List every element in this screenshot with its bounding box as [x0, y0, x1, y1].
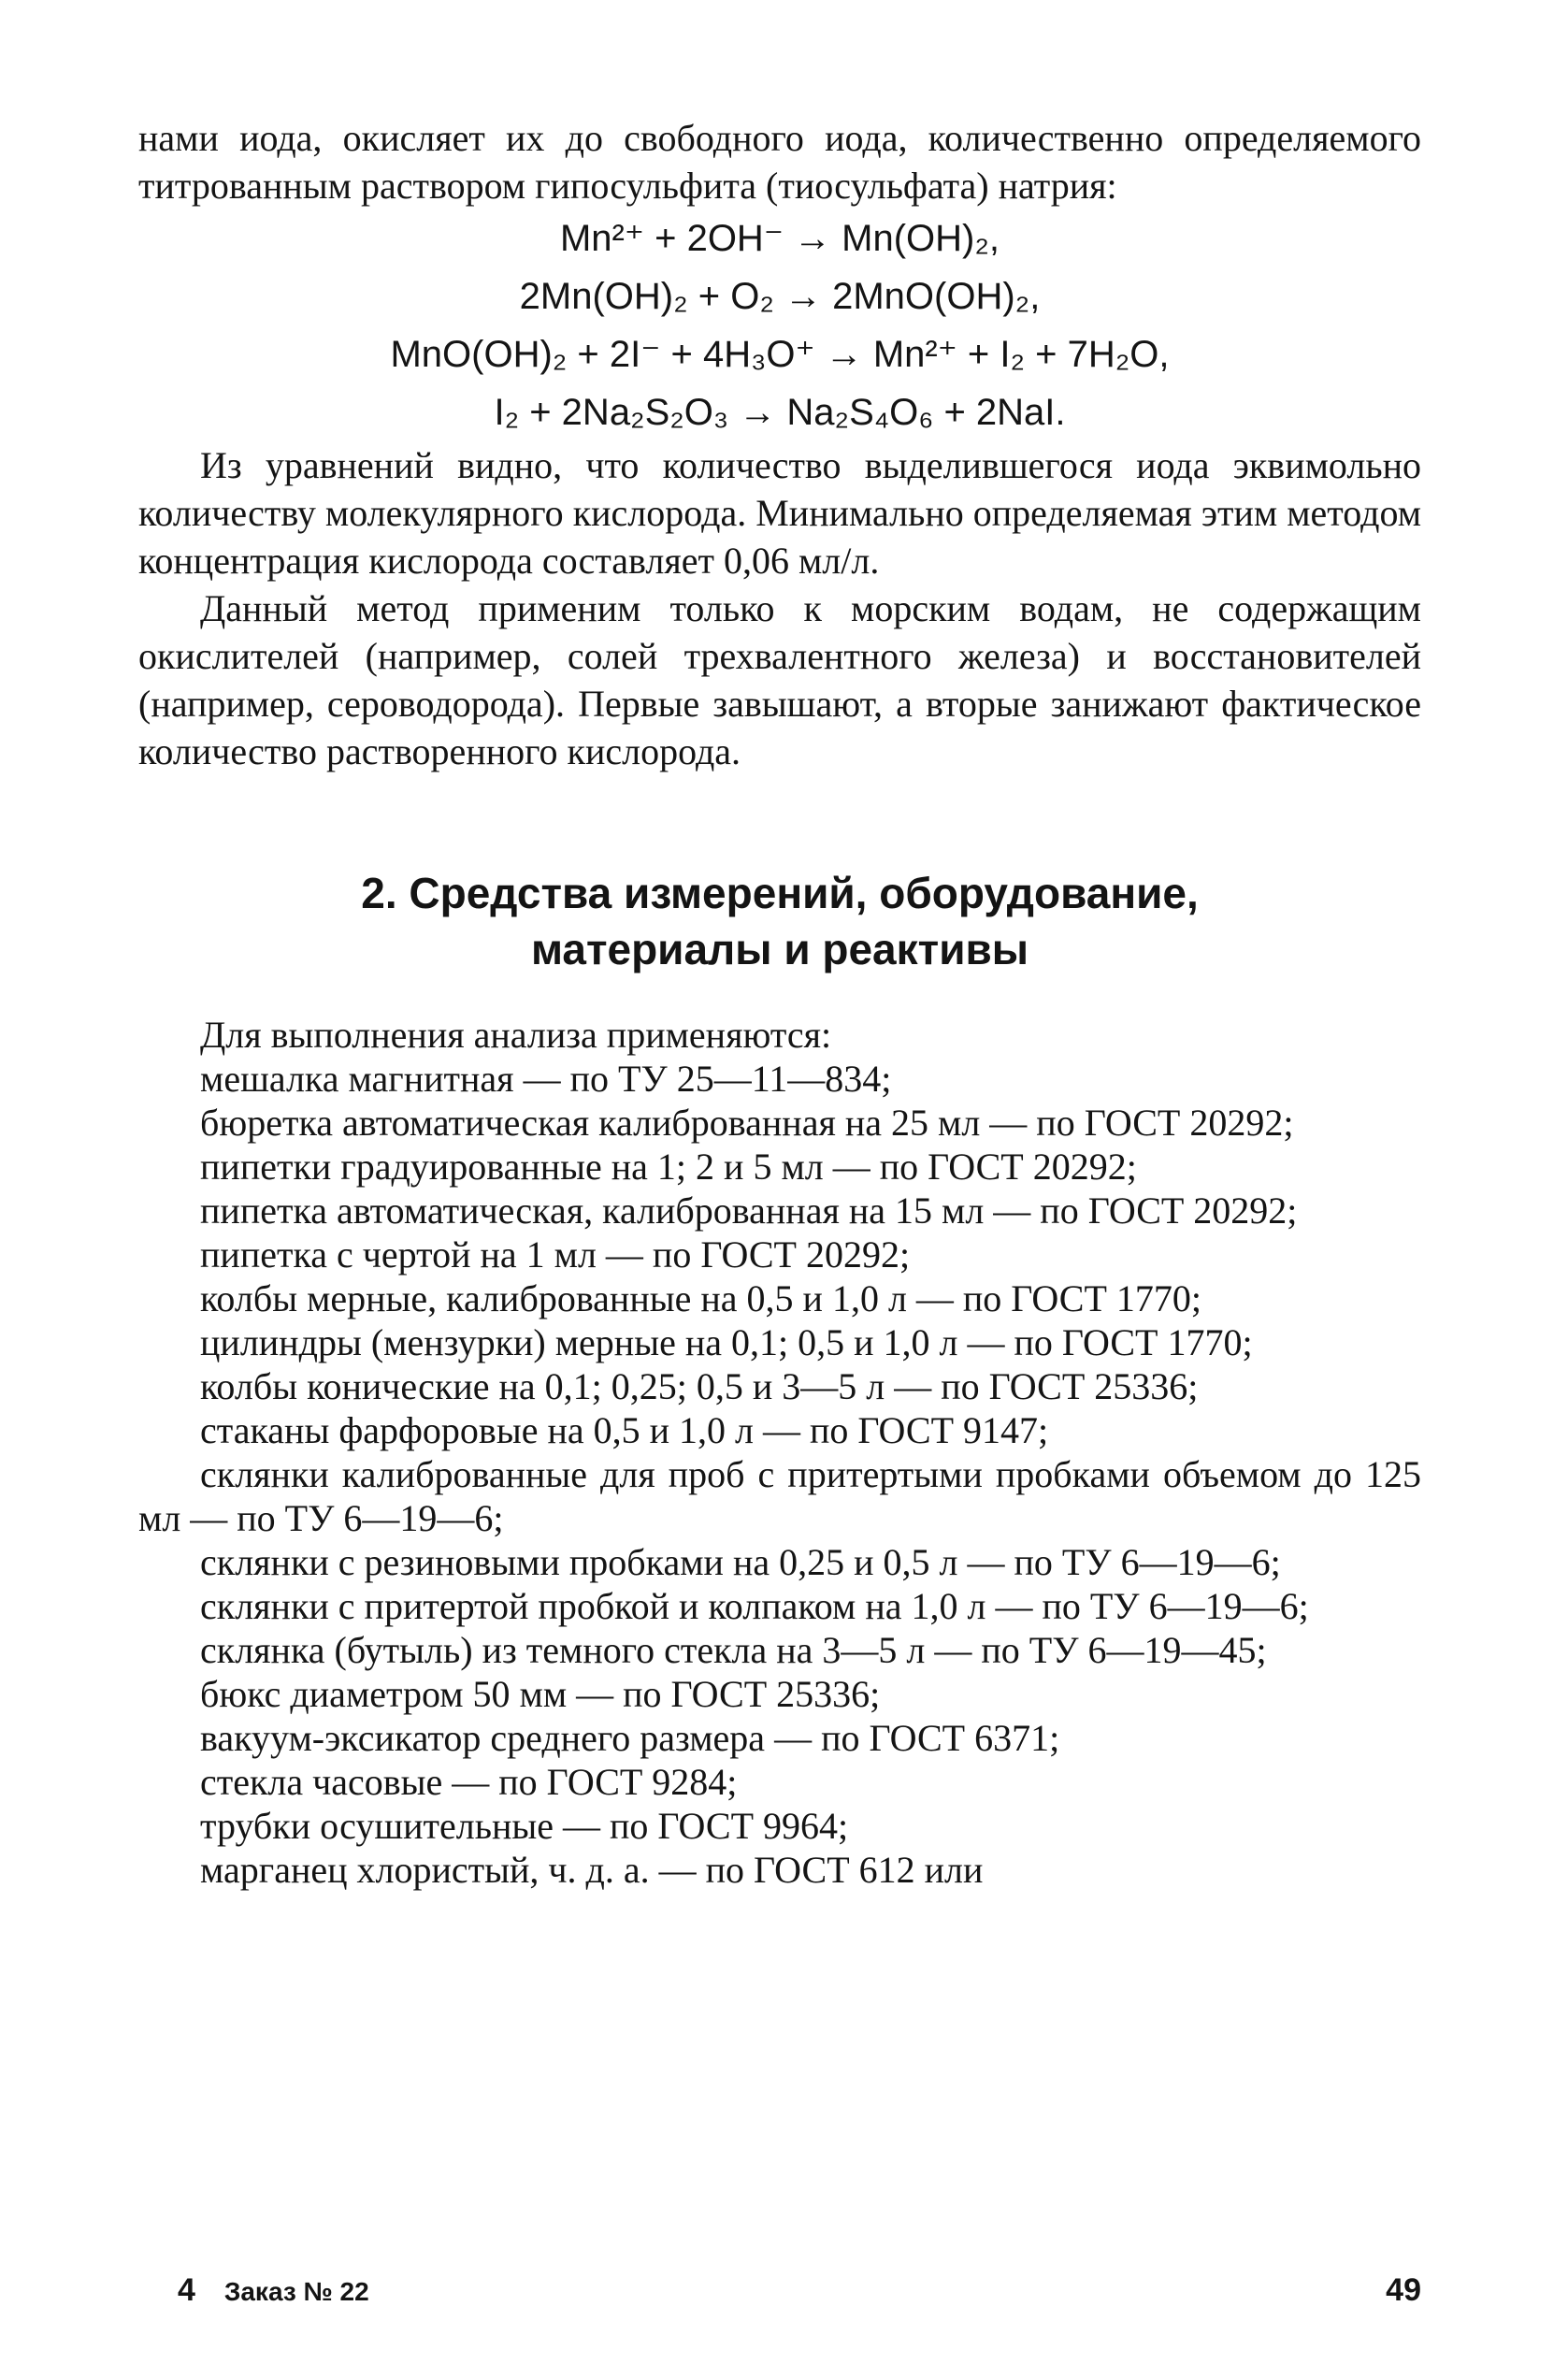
equation: Mn²⁺ + 2OH⁻ → Mn(OH)₂,	[559, 218, 1000, 259]
list-item: цилиндры (мензурки) мерные на 0,1; 0,5 и 1,0 л — по ГОСТ 1770;	[200, 1321, 1253, 1363]
section-heading-line: 2. Средства измерений, оборудование,	[361, 869, 1199, 917]
signature-number: 4	[178, 2272, 195, 2308]
list-item: склянки калиброванные для проб с притертыми пробками объемом до 125 мл — по ТУ 6—19—6;	[138, 1453, 1421, 1539]
reaction-equations	[138, 209, 1421, 441]
list-item: бюретка автоматическая калиброванная на 25 мл — по ГОСТ 20292;	[200, 1102, 1294, 1144]
section-heading	[138, 865, 1421, 977]
list-item: мешалка магнитная — по ТУ 25—11—834;	[200, 1058, 892, 1100]
list-item: трубки осушительные — по ГОСТ 9964;	[200, 1805, 849, 1847]
list-item: колбы конические на 0,1; 0,25; 0,5 и 3—5 л — по ГОСТ 25336;	[200, 1365, 1199, 1407]
equation: MnO(OH)₂ + 2I⁻ + 4H₃O⁺ → Mn²⁺ + I₂ + 7H₂O,	[390, 334, 1170, 375]
list-item: пипетки градуированные на 1; 2 и 5 мл — по ГОСТ 20292;	[200, 1146, 1137, 1188]
list-item: марганец хлористый, ч. д. а. — по ГОСТ 612 или	[200, 1849, 984, 1891]
paragraph-equimolar: Из уравнений видно, что количество выделившегося иода эквимольно количеству молекулярного кислорода. Минимально определяемая этим методом концентрация кислорода составляет 0,06 мл/л.	[138, 444, 1421, 582]
list-item: стекла часовые — по ГОСТ 9284;	[200, 1761, 738, 1803]
equipment-list	[138, 1013, 1421, 1892]
list-item: склянки с резиновыми пробками на 0,25 и 0,5 л — по ТУ 6—19—6;	[200, 1541, 1281, 1583]
list-item: склянка (бутыль) из темного стекла на 3—5 л — по ТУ 6—19—45;	[200, 1629, 1267, 1671]
page-content	[138, 114, 1421, 1892]
page-footer	[178, 2272, 1421, 2319]
list-item: склянки с притертой пробкой и колпаком на 1,0 л — по ТУ 6—19—6;	[200, 1585, 1309, 1627]
list-intro: Для выполнения анализа применяются:	[200, 1014, 832, 1056]
printer-signature	[178, 2272, 369, 2309]
page-number: 49	[1386, 2272, 1421, 2308]
list-item: пипетка автоматическая, калиброванная на 15 мл — по ГОСТ 20292;	[200, 1189, 1298, 1232]
equation: I₂ + 2Na₂S₂O₃ → Na₂S₄O₆ + 2NaI.	[494, 392, 1066, 433]
intro-paragraph: нами иода, окисляет их до свободного иода, количественно определяемого титрованным раствором гипосульфита (тиосульфата) натрия:	[138, 117, 1421, 207]
section-heading-line: материалы и реактивы	[530, 925, 1029, 973]
list-item: бюкс диаметром 50 мм — по ГОСТ 25336;	[200, 1673, 881, 1715]
list-item: стаканы фарфоровые на 0,5 и 1,0 л — по ГОСТ 9147;	[200, 1409, 1049, 1451]
list-item: вакуум-эксикатор среднего размера — по ГОСТ 6371;	[200, 1717, 1060, 1759]
paragraph-applicability: Данный метод применим только к морским водам, не содержащим окислителей (например, солей трехвалентного железа) и восстановителей (например, сероводорода). Первые завышают, а вторые занижают фактическое количество растворенного кислорода.	[138, 587, 1421, 772]
equation: 2Mn(OH)₂ + O₂ → 2MnO(OH)₂,	[519, 276, 1041, 317]
list-item: колбы мерные, калиброванные на 0,5 и 1,0 л — по ГОСТ 1770;	[200, 1277, 1202, 1319]
order-label: Заказ № 22	[223, 2277, 369, 2306]
list-item: пипетка с чертой на 1 мл — по ГОСТ 20292;	[200, 1233, 911, 1276]
